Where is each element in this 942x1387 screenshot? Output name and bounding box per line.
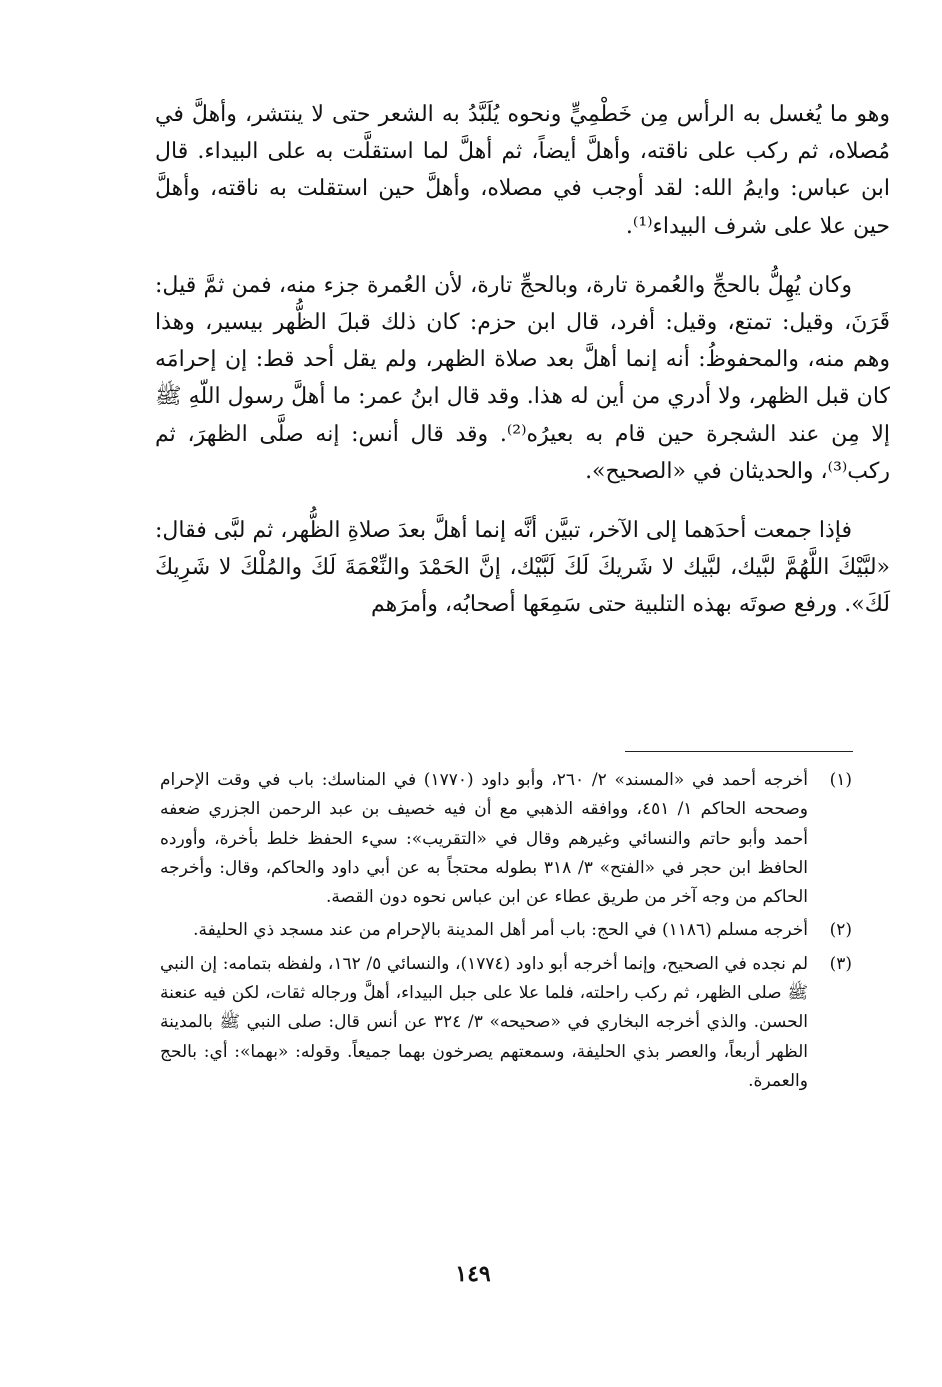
footnote-number: (٣) bbox=[829, 953, 852, 974]
paragraph: وهو ما يُغسل به الرأس مِن خَطْمِيٍّ ونحوه يُلَبَّدُ به الشعر حتى لا ينتشر، وأهلَّ في مُصلاه، ثم ركب على ناقته، وأهلَّ أيضاً، ثم أهلَّ لما استقلَّت به على البيداء. قال ابن عباس: وايمُ الله: لقد أوجب في مصلاه، وأهلَّ حين استقلت به ناقته، وأهلَّ حين علا على شرف البيداء⁽¹⁾. bbox=[155, 102, 890, 239]
footnote bbox=[160, 916, 852, 945]
footnote-number: (٢) bbox=[829, 920, 852, 941]
footnotes bbox=[160, 766, 852, 1100]
footnote bbox=[160, 950, 852, 1096]
footnote-text: أخرجه مسلم (١١٨٦) في الحج: باب أمر أهل المدينة بالإحرام من عند مسجد ذي الحليفة. bbox=[193, 920, 808, 941]
footnote-separator bbox=[625, 751, 853, 752]
footnote-number: (١) bbox=[829, 770, 852, 790]
footnote-text: لم نجده في الصحيح، وإنما أخرجه أبو داود (١٧٧٤)، والنسائي ٥/ ١٦٢، ولفظه بتمامه: إن النبي ﷺ صلى الظهر، ثم ركب راحلته، فلما علا على جبل البيداء، أهلَّ ورجاله ثقات، لكن فيه عنعنة الحسن. والذي أخرجه البخاري في «صحيحه» ٣/ ٣٢٤ عن أنس قال: صلى النبي ﷺ بالمدينة الظهر أربعاً، والعصر بذي الحليفة، وسمعتهم يصرخون بهما جميعاً. وقوله: «بهما»: أي: بالحج والعمرة. bbox=[160, 953, 809, 1091]
paragraph: فإذا جمعت أحدَهما إلى الآخر، تبيَّن أنَّه إنما أهلَّ بعدَ صلاةِ الظُّهر، ثم لبَّى فقال: «لبَّيْكَ اللَّهُمَّ لبَّيك، لبَّيك لا شَريكَ لَكَ لَبَّيْك، إنَّ الحَمْدَ والنِّعْمَةَ لَكَ والمُلْكَ لا شَرِيكَ لَكَ». ورفع صوتَه بهذه التلبية حتى سَمِعَها أصحابُه، وأمرَهم bbox=[155, 518, 890, 618]
paragraph: وكان يُهِلُّ بالحجِّ والعُمرة تارة، وبالحجِّ تارة، لأن العُمرة جزء منه، فمن ثمَّ قيل: قَرَنَ، وقيل: تمتع، وقيل: أفرد، قال ابن حزم: كان ذلك قبلَ الظُّهر بيسير، وهذا وهم منه، والمحفوظُ: أنه إنما أهلَّ بعد صلاة الظهر، ولم يقل أحد قط: إن إحرامَه كان قبل الظهر، ولا أدري من أين له هذا. وقد قال ابنُ عمر: ما أهلَّ رسول اللّهِ ﷺ إلا مِن عند الشجرة حين قام به بعيرُه⁽²⁾. وقد قال أنس: إنه صلَّى الظهرَ، ثم ركب⁽³⁾، والحديثان في «الصحيح». bbox=[155, 272, 890, 484]
footnote-text: أخرجه أحمد في «المسند» ٢/ ٢٦٠، وأبو داود (١٧٧٠) في المناسك: باب في وقت الإحرام وصححه الحاكم ١/ ٤٥١، ووافقه الذهبي مع أن فيه خصيف بن عبد الرحمن الجزري ضعفه أحمد وأبو حاتم والنسائي وغيرهم وقال في «التقريب»: سيء الحفظ خلط بأخرة، وأورده الحافظ ابن حجر في «الفتح» ٣/ ٣١٨ بطوله محتجاً به عن أبي داود والحاكم، وقال: وأخرجه الحاكم من وجه آخر من طريق عطاء عن ابن عباس نحوه دون القصة. bbox=[160, 770, 808, 908]
page-number: ١٤٩ bbox=[455, 1261, 491, 1287]
body-text bbox=[155, 96, 890, 624]
footnote bbox=[160, 766, 852, 912]
